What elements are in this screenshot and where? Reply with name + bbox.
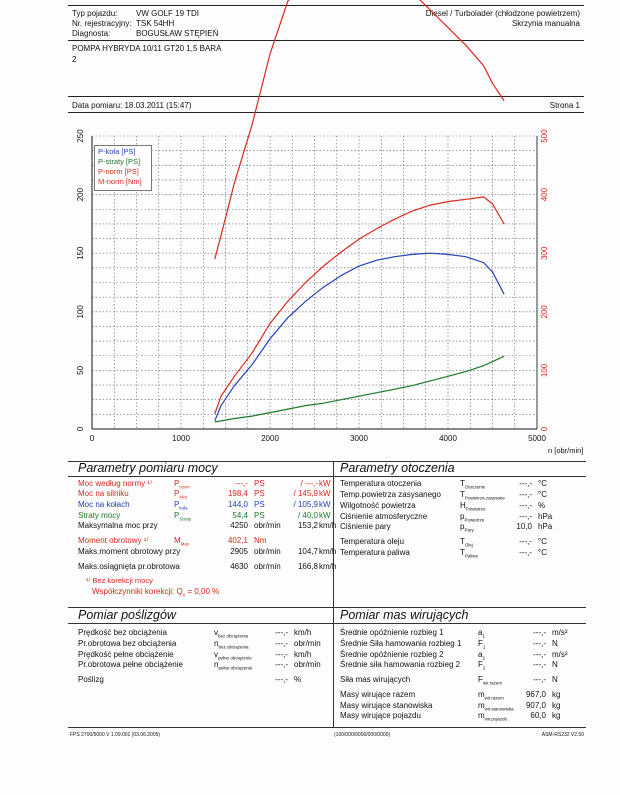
ambient-row-label: Temp.powietrza zasysanego [340,490,441,499]
power-row-unit: PS [254,500,265,509]
footer-interface: ASM-RS232 V2.50 [541,732,584,738]
power-row-value-kw: / 40,0 [297,511,318,520]
power-row-value-kw: / 105,9 [293,500,318,509]
x-tick-label: 4000 [439,434,457,443]
ambient-row-symbol: $p_{Powietrze}$ [460,512,485,523]
mass-row-unit: N [552,660,558,669]
slip-row-value: ---,- [275,675,288,684]
torque-row-value: 402,1 [227,536,248,545]
mass-row-label: Masy wirujące razem [340,690,416,699]
x-tick-label: 0 [89,434,95,443]
power-row-value-kw: / ---,- [300,479,318,488]
y-left-tick-label: 200 [76,187,85,202]
ambient-section-title: Parametry otoczenia [340,461,455,475]
mass-row-value: ---,- [533,628,546,637]
torque-row-symbol: $M_{Max}$ [174,536,190,547]
torque-row-label: Moment obrotowy ¹⁾ [78,536,149,545]
power-row-symbol: $P_{norm}$ [174,479,190,490]
mass-row-symbol: $m_{wir.stanowiska}$ [478,701,514,712]
page-number: Strona 1 [549,101,580,110]
footnote-no-correction: ¹⁾ Bez korekcji mocy [86,576,153,585]
power-row-unit-kw: kW [319,479,331,488]
mass-row-unit: N [552,639,558,648]
ambient-row-symbol: $T_{Otoczenie}$ [460,479,486,490]
y-left-tick-label: 0 [76,426,85,432]
slip-row-symbol: $v_{pełne obciążenie}$ [214,650,252,661]
diagnostician-label: Diagnosta: [72,29,111,38]
mass-row-value: ---,- [533,650,546,659]
mass-row-symbol: $m_{wir.pojazdu}$ [478,711,508,722]
table-header-rule [68,476,586,477]
mass-row-symbol: $F_{wir.razem}$ [478,675,503,686]
slip-row-symbol: $v_{bez obciążenia}$ [214,628,249,639]
power-row-unit-kw: kW [319,511,331,520]
mass-row-symbol: $F_1$ [478,639,486,650]
power-row-value: 54,4 [232,511,248,520]
torque-row-value-kmh: 104,7 [297,547,318,556]
slip-row-unit: km/h [294,628,312,637]
slip-row-value: ---,- [275,639,288,648]
torque-row-value: 2905 [230,547,248,556]
ambient-row-symbol: $T_{Powietrza zasysane}$ [460,490,505,501]
footer-version: FPS 2700/5000 V 1.09.001 (03.06.2005) [70,732,161,738]
note-line-2: 2 [72,55,77,64]
max-rpm-value: 4630 [230,562,248,571]
power-row-value: 4250 [230,521,248,530]
footnote-correction: Współczynniki korekcji: $Q_v = 0,00$ % [92,587,220,599]
mass-row-value: 60,0 [530,711,546,720]
x-tick-label: 5000 [528,434,546,443]
power-row-label: Moc na silniku [78,489,129,498]
y-right-tick-label: 400 [540,187,549,202]
table-mid-header-rule [68,623,586,624]
note-line-1: POMPA HYBRYDA 10/11 GT20 1,5 BARA [72,44,222,53]
power-row-value: ---,- [235,479,248,488]
slip-row-label: Prędkość pełne obciążenie [78,650,174,659]
mass-row-unit: m/s² [552,628,568,637]
slip-row-value: ---,- [275,628,288,637]
ambient-row-value: ---,- [519,490,532,499]
ambient-row-label: Wilgotność powietrza [340,501,416,510]
vehicle-type-label: Typ pojazdu: [72,9,118,18]
torque-row-label: Maks.moment obrotowy przy [78,547,181,556]
power-section-title: Parametry pomiaru mocy [78,461,218,475]
series-p-straty-line [215,356,504,422]
ambient-row-unit: °C [538,537,547,546]
mass-section-title: Pomiar mas wirujących [340,608,469,622]
mass-row-symbol: $a_1$ [478,628,485,639]
measurement-date: Data pomiaru: 18.03.2011 (15:47) [72,101,192,110]
max-rpm-unit: obr/min [254,562,281,571]
slip-row-label: Pr.obrotowa bez obciążenia [78,639,177,648]
y-right-tick-label: 500 [540,129,549,143]
slip-row-unit: km/h [294,650,312,659]
legend-m-norm: M-norm [Nm] [98,177,142,186]
x-tick-label: 2000 [261,434,279,443]
mass-row-unit: m/s² [552,650,568,659]
power-row-label: Straty mocy [78,511,121,520]
power-row-symbol: $P_{Straty}$ [174,511,192,522]
power-row-unit: PS [254,479,265,488]
power-row-value: 144,0 [227,500,248,509]
slip-row-unit: % [294,675,302,684]
mass-row-label: Siła mas wirujących [340,675,411,684]
ambient-row-value: ---,- [519,512,532,521]
power-row-unit: PS [254,489,265,498]
mass-row-value: 967,0 [525,690,546,699]
mass-row-value: ---,- [533,660,546,669]
power-row-unit-kw: km/h [319,521,337,530]
power-row-value-kw: 153,2 [297,521,318,530]
mass-row-label: Masy wirujące pojazdu [340,711,421,720]
slip-row-value: ---,- [275,660,288,669]
diagnostician: BOGUSŁAW STĘPIEŃ [136,29,219,38]
max-rpm-label: Maks.osiągnięta pr.obrotowa [78,562,180,571]
ambient-row-label: Temperatura oleju [340,537,405,546]
y-right-tick-label: 300 [540,246,549,260]
ambient-row-label: Temperatura otoczenia [340,479,422,488]
power-row-unit: PS [254,511,265,520]
y-right-tick-label: 100 [540,363,549,378]
gearbox-type: Skrzynia manualna [511,19,580,28]
ambient-row-symbol: $T_{Olej}$ [460,537,473,548]
torque-row-unit: obr/min [254,547,281,556]
power-row-unit: obr/min [254,521,281,530]
mass-row-unit: kg [552,711,561,720]
ambient-row-value: ---,- [519,501,532,510]
mass-row-symbol: $F_2$ [478,660,486,671]
chart-legend [94,145,152,191]
series-p-norm-line [215,197,504,414]
power-row-value: 198,4 [227,489,248,498]
registration-label: Nr. rejestracyjny: [72,19,132,28]
power-row-label: Moc według normy ¹⁾ [78,479,152,488]
slip-section-title: Pomiar poślizgów [78,608,176,622]
ambient-row-value: ---,- [519,537,532,546]
slip-row-value: ---,- [275,650,288,659]
slip-row-label: Prędkość bez obciążenia [78,628,167,637]
mass-row-value: 907,0 [525,701,546,710]
mass-row-value: ---,- [533,639,546,648]
ambient-row-unit: hPa [538,522,553,531]
power-row-unit-kw: kW [319,500,331,509]
chart-grid [92,136,537,429]
mass-row-label: Średnie Siła hamowania rozbieg 1 [340,639,462,648]
ambient-row-value: 10,0 [516,522,532,531]
power-row-label: Moc na kołach [78,500,130,509]
power-row-label: Maksymalna moc przy [78,521,158,530]
y-left-tick-label: 150 [76,246,85,260]
footer-code: (100/000/0000/000/0000) [334,732,391,738]
power-row-symbol: $P_{Mot}$ [174,489,187,500]
legend-p-kola: P-koła [PS] [98,147,136,156]
ambient-row-unit: °C [538,479,547,488]
torque-row-unit: Nm [254,536,267,545]
y-left-tick-label: 250 [76,129,85,143]
mass-row-label: Średnie siła hamowania rozbieg 2 [340,660,461,669]
power-row-value-kw: / 145,9 [293,489,318,498]
chart-series [215,0,504,422]
ambient-row-value: ---,- [519,479,532,488]
power-row-unit-kw: kW [319,489,331,498]
ambient-row-symbol: $p_{Pary}$ [460,522,474,533]
mass-row-label: Średnie opóźnienie rozbieg 2 [340,650,444,659]
ambient-row-label: Ciśnienie atmosferyczne [340,512,428,521]
ambient-row-label: Temperatura paliwa [340,548,410,557]
y-left-tick-label: 50 [76,365,85,375]
mass-row-symbol: $m_{wir.razem}$ [478,690,504,701]
slip-row-unit: obr/min [294,639,321,648]
engine-type: Diesel / Turbolader (chłodzone powietrzem) [425,9,580,18]
table-bottom-rule [68,727,586,728]
table-divider-2 [333,607,334,727]
slip-row-label: Pr.obrotowa pełne obciążenie [78,660,183,669]
x-tick-label: 1000 [172,434,190,443]
torque-row-unit-kmh: km/h [319,547,337,556]
mass-row-unit: kg [552,690,561,699]
mass-row-label: Średnie opóźnienie rozbieg 1 [340,628,444,637]
ambient-row-unit: °C [538,548,547,557]
vehicle-type: VW GOLF 19 TDI [136,9,199,18]
y-right-tick-label: 200 [540,305,549,319]
x-tick-label: 3000 [350,434,368,443]
x-axis-label: n [obr/min] [548,446,584,455]
max-rpm-speed: 166,8 [297,562,318,571]
mass-row-unit: N [552,675,558,684]
legend-p-norm: P-norm [PS] [98,167,139,176]
power-row-symbol: $P_{koła}$ [174,500,188,511]
y-right-tick-label: 0 [540,426,549,432]
slip-row-symbol: $n_{pełne obciążenie}$ [214,660,253,671]
mass-row-value: ---,- [533,675,546,684]
slip-row-label: Poślizg [78,675,104,684]
max-rpm-speed-unit: km/h [319,562,337,571]
table-divider-1 [333,461,334,607]
slip-row-symbol: $n_{bez obciążenia}$ [214,639,249,650]
legend-p-straty: P-straty [PS] [98,157,141,166]
ambient-row-symbol: $H_{Powietrze}$ [460,501,486,512]
mass-row-symbol: $a_2$ [478,650,485,661]
ambient-row-symbol: $T_{Paliwo}$ [460,548,479,559]
ambient-row-label: Ciśnienie pary [340,522,391,531]
ambient-row-value: ---,- [519,548,532,557]
ambient-row-unit: hPa [538,512,553,521]
y-left-tick-label: 100 [76,305,85,319]
ambient-row-unit: % [538,501,546,510]
slip-row-unit: obr/min [294,660,321,669]
mass-row-unit: kg [552,701,561,710]
registration: TSK 54HH [136,19,175,28]
series-m-norm-line [215,0,504,259]
mass-row-label: Masy wirujące stanowiska [340,701,433,710]
ambient-row-unit: °C [538,490,547,499]
